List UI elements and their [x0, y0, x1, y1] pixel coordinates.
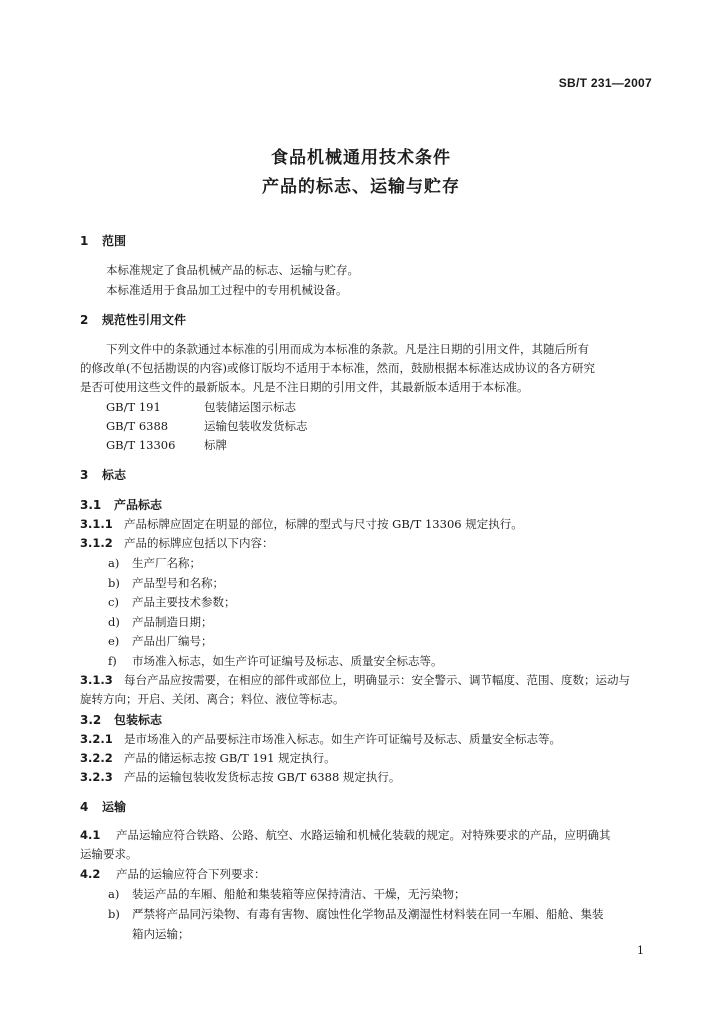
list-marker: c): [108, 595, 119, 609]
section-number: 3: [80, 468, 89, 482]
section-1-heading: [80, 232, 126, 249]
list-text: 装运产品的车厢、船舱和集装箱等应保持清洁、干燥，无污染物；: [132, 887, 466, 901]
list-text: 产品出厂编号；: [132, 634, 213, 648]
clause-3-1-1: [80, 516, 523, 532]
clause-number: 4.1: [80, 828, 101, 842]
list-text: 严禁将产品同污染物、有毒有害物、腐蚀性化学物品及潮湿性材料装在同一车厢、船舱、集装: [132, 907, 604, 921]
clause-continuation: 运输要求。: [80, 847, 138, 861]
reference-title: 标牌: [204, 438, 227, 452]
clause-3-2-1: [80, 731, 561, 747]
subsection-number: 3.2: [80, 713, 102, 727]
subsection-title: 产品标志: [114, 498, 163, 512]
clause-text: 产品的运输应符合下列要求：: [116, 867, 266, 881]
clause-text: 产品运输应符合铁路、公路、航空、水路运输和机械化装载的规定。对特殊要求的产品，应明确其: [116, 828, 611, 842]
paragraph: 本标准适用于食品加工过程中的专用机械设备。: [106, 283, 348, 297]
reference-code: GB/T 13306: [106, 438, 176, 452]
clause-number: 3.2.1: [80, 732, 113, 746]
clause-4-2: [80, 866, 266, 882]
section-4-heading: [80, 798, 126, 815]
document-title: 食品机械通用技术条件: [271, 148, 451, 168]
clause-text: 产品的标牌应包括以下内容：: [124, 536, 274, 550]
list-text: 产品主要技术参数；: [132, 595, 236, 609]
list-text: 产品型号和名称；: [132, 576, 224, 590]
list-text: 产品制造日期；: [132, 615, 213, 629]
clause-continuation: 旋转方向；开启、关闭、离合；料位、液位等标志。: [80, 692, 345, 706]
section-number: 1: [80, 234, 89, 248]
clause-4-1: [80, 827, 611, 843]
clause-number: 4.2: [80, 867, 101, 881]
list-text: 市场准入标志，如生产许可证编号及标志、质量安全标志等。: [132, 654, 443, 668]
section-2-heading: [80, 311, 186, 328]
list-text: 生产厂名称；: [132, 556, 201, 570]
section-number: 2: [80, 313, 89, 327]
paragraph-line: 的修改单(不包括勘误的内容)或修订版均不适用于本标准，然而，鼓励根据本标准达成协议的各方研究: [80, 361, 595, 375]
list-item: [108, 575, 224, 591]
subsection-number: 3.1: [80, 498, 102, 512]
clause-3-1-3: [80, 672, 630, 688]
reference-code: GB/T 191: [106, 400, 161, 414]
clause-number: 3.1.2: [80, 536, 113, 550]
section-title: 范围: [102, 234, 127, 248]
list-marker: b): [108, 576, 120, 590]
list-marker: a): [108, 887, 120, 901]
clause-3-2-3: [80, 769, 400, 785]
page-number: 1: [637, 944, 644, 957]
clause-3-1-2: [80, 535, 274, 551]
list-item: [108, 555, 201, 571]
reference-title: 运输包装收发货标志: [204, 419, 308, 433]
list-item: [108, 594, 236, 610]
clause-text: 是市场准入的产品要标注市场准入标志。如生产许可证编号及标志、质量安全标志等。: [124, 732, 561, 746]
list-marker: e): [108, 634, 120, 648]
section-title: 标志: [102, 468, 127, 482]
paragraph: 本标准规定了食品机械产品的标志、运输与贮存。: [106, 263, 359, 277]
clause-number: 3.2.3: [80, 770, 113, 784]
document-subtitle: 产品的标志、运输与贮存: [262, 177, 460, 197]
reference-item: [106, 437, 227, 453]
section-title: 规范性引用文件: [102, 313, 187, 327]
section-number: 4: [80, 800, 89, 814]
clause-number: 3.2.2: [80, 751, 113, 765]
clause-number: 3.1.3: [80, 673, 113, 687]
paragraph-line: 是否可使用这些文件的最新版本。凡是不注日期的引用文件，其最新版本适用于本标准。: [80, 380, 529, 394]
clause-number: 3.1.1: [80, 517, 113, 531]
subsection-title: 包装标志: [114, 713, 163, 727]
clause-text: 产品的运输包装收发货标志按 GB/T 6388 规定执行。: [124, 770, 401, 784]
list-marker: b): [108, 907, 120, 921]
clause-3-2-2: [80, 750, 336, 766]
reference-title: 包装储运图示标志: [204, 400, 296, 414]
list-continuation: 箱内运输；: [132, 927, 190, 941]
paragraph-line: 下列文件中的条款通过本标准的引用而成为本标准的条款。凡是注日期的引用文件，其随后所有: [106, 342, 589, 356]
list-marker: a): [108, 556, 120, 570]
reference-item: [106, 399, 296, 415]
list-item: [108, 886, 466, 902]
list-marker: d): [108, 615, 120, 629]
clause-text: 产品标牌应固定在明显的部位，标牌的型式与尺寸按 GB/T 13306 规定执行。: [124, 517, 523, 531]
list-item: [108, 653, 443, 669]
reference-code: GB/T 6388: [106, 419, 169, 433]
section-3-heading: [80, 466, 126, 483]
list-marker: f): [108, 654, 117, 668]
subsection-3-2-heading: [80, 711, 162, 728]
subsection-3-1-heading: [80, 496, 162, 513]
list-item: [108, 614, 213, 630]
section-title: 运输: [102, 800, 127, 814]
list-item: [108, 906, 604, 922]
clause-text: 产品的储运标志按 GB/T 191 规定执行。: [124, 751, 336, 765]
clause-text: 每台产品应按需要，在相应的部件或部位上，明确显示：安全警示、调节幅度、范围、度数；运动与: [124, 673, 630, 687]
list-item: [108, 633, 213, 649]
standard-code: SB/T 231—2007: [558, 76, 652, 90]
reference-item: [106, 418, 308, 434]
